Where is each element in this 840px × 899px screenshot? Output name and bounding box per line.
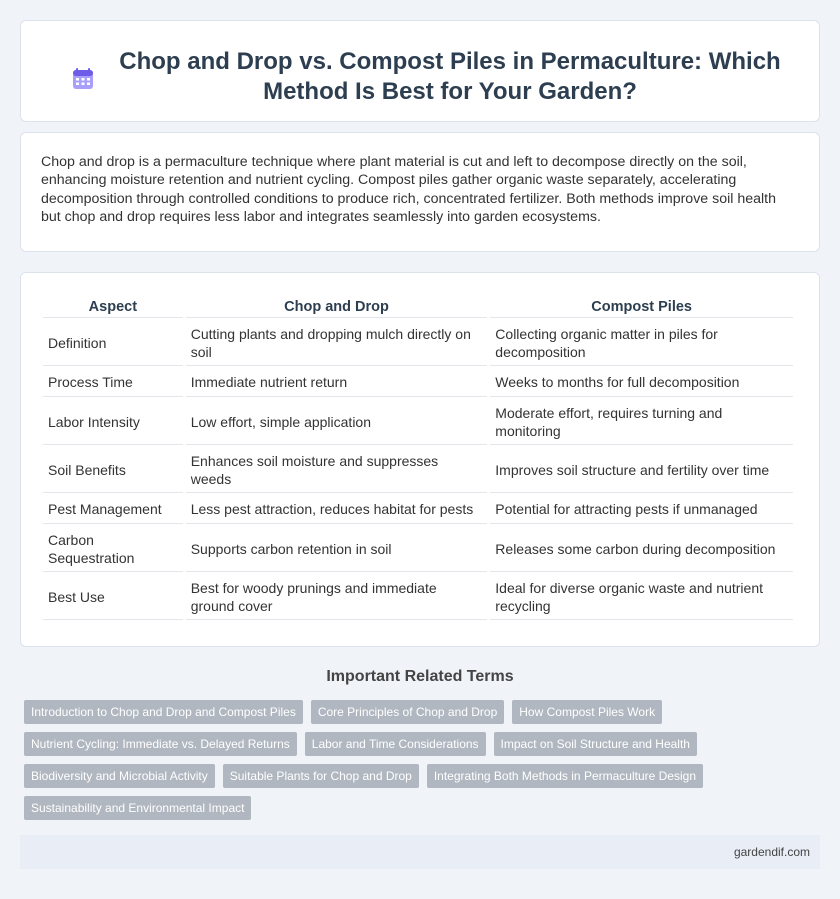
- table-row: [43, 399, 793, 445]
- table-cell-compost-piles: Potential for attracting pests if unmanaged: [490, 495, 793, 524]
- table-cell-aspect: Soil Benefits: [43, 447, 183, 493]
- table-header-chop-and-drop: Chop and Drop: [186, 293, 488, 318]
- table-cell-aspect: Labor Intensity: [43, 399, 183, 445]
- table-cell-chop-and-drop: Enhances soil moisture and suppresses weeds: [186, 447, 488, 493]
- table-row: [43, 368, 793, 397]
- table-cell-chop-and-drop: Immediate nutrient return: [186, 368, 488, 397]
- page-title: Chop and Drop vs. Compost Piles in Permaculture: Which Method Is Best for Your Garden?: [119, 48, 781, 105]
- related-term-tag[interactable]: Introduction to Chop and Drop and Compost Piles: [24, 700, 303, 724]
- table-cell-compost-piles: Ideal for diverse organic waste and nutrient recycling: [490, 574, 793, 620]
- table-row: [43, 495, 793, 524]
- table-cell-aspect: Definition: [43, 320, 183, 366]
- table-cell-chop-and-drop: Best for woody prunings and immediate ground cover: [186, 574, 488, 620]
- footer: [20, 835, 820, 869]
- intro-paragraph: Chop and drop is a permaculture technique where plant material is cut and left to decompose directly on the soil, enhancing moisture retention and nutrient cycling. Compost piles gather organic waste separately, accelerating decomposition through controlled conditions to produce rich, concentrated fertilizer. Both methods improve soil health but chop and drop requires less labor and integrates seamlessly into garden ecosystems.: [41, 154, 777, 225]
- table-cell-compost-piles: Moderate effort, requires turning and monitoring: [490, 399, 793, 445]
- table-cell-aspect: Best Use: [43, 574, 183, 620]
- table-row: [43, 320, 793, 366]
- related-term-tag[interactable]: Integrating Both Methods in Permaculture Design: [427, 764, 703, 788]
- table-cell-aspect: Carbon Sequestration: [43, 526, 183, 572]
- table-cell-compost-piles: Releases some carbon during decomposition: [490, 526, 793, 572]
- related-term-tag[interactable]: Nutrient Cycling: Immediate vs. Delayed Returns: [24, 732, 297, 756]
- table-cell-compost-piles: Collecting organic matter in piles for decomposition: [490, 320, 793, 366]
- table-cell-aspect: Process Time: [43, 368, 183, 397]
- comparison-table: [40, 291, 796, 622]
- related-term-tag[interactable]: How Compost Piles Work: [512, 700, 662, 724]
- calendar-icon: [71, 67, 95, 91]
- table-header-compost-piles: Compost Piles: [490, 293, 793, 318]
- table-cell-aspect: Pest Management: [43, 495, 183, 524]
- table-header-aspect: Aspect: [43, 293, 183, 318]
- comparison-card: [20, 272, 820, 647]
- related-term-tag[interactable]: Biodiversity and Microbial Activity: [24, 764, 215, 788]
- related-term-tag[interactable]: Core Principles of Chop and Drop: [311, 700, 504, 724]
- table-row: [43, 574, 793, 620]
- table-cell-chop-and-drop: Low effort, simple application: [186, 399, 488, 445]
- related-term-tag[interactable]: Sustainability and Environmental Impact: [24, 796, 251, 820]
- related-term-tag[interactable]: Impact on Soil Structure and Health: [494, 732, 697, 756]
- intro-card: [20, 132, 820, 252]
- table-cell-compost-piles: Weeks to months for full decomposition: [490, 368, 793, 397]
- table-row: [43, 447, 793, 493]
- related-terms-list: [24, 700, 820, 820]
- table-cell-chop-and-drop: Cutting plants and dropping mulch directly on soil: [186, 320, 488, 366]
- related-term-tag[interactable]: Labor and Time Considerations: [305, 732, 486, 756]
- title-card: [20, 20, 820, 122]
- table-cell-compost-piles: Improves soil structure and fertility over time: [490, 447, 793, 493]
- footer-site-link[interactable]: gardendif.com: [733, 845, 810, 859]
- table-cell-chop-and-drop: Less pest attraction, reduces habitat for pests: [186, 495, 488, 524]
- table-cell-chop-and-drop: Supports carbon retention in soil: [186, 526, 488, 572]
- related-term-tag[interactable]: Suitable Plants for Chop and Drop: [223, 764, 419, 788]
- table-row: [43, 526, 793, 572]
- related-terms-heading: Important Related Terms: [326, 668, 514, 685]
